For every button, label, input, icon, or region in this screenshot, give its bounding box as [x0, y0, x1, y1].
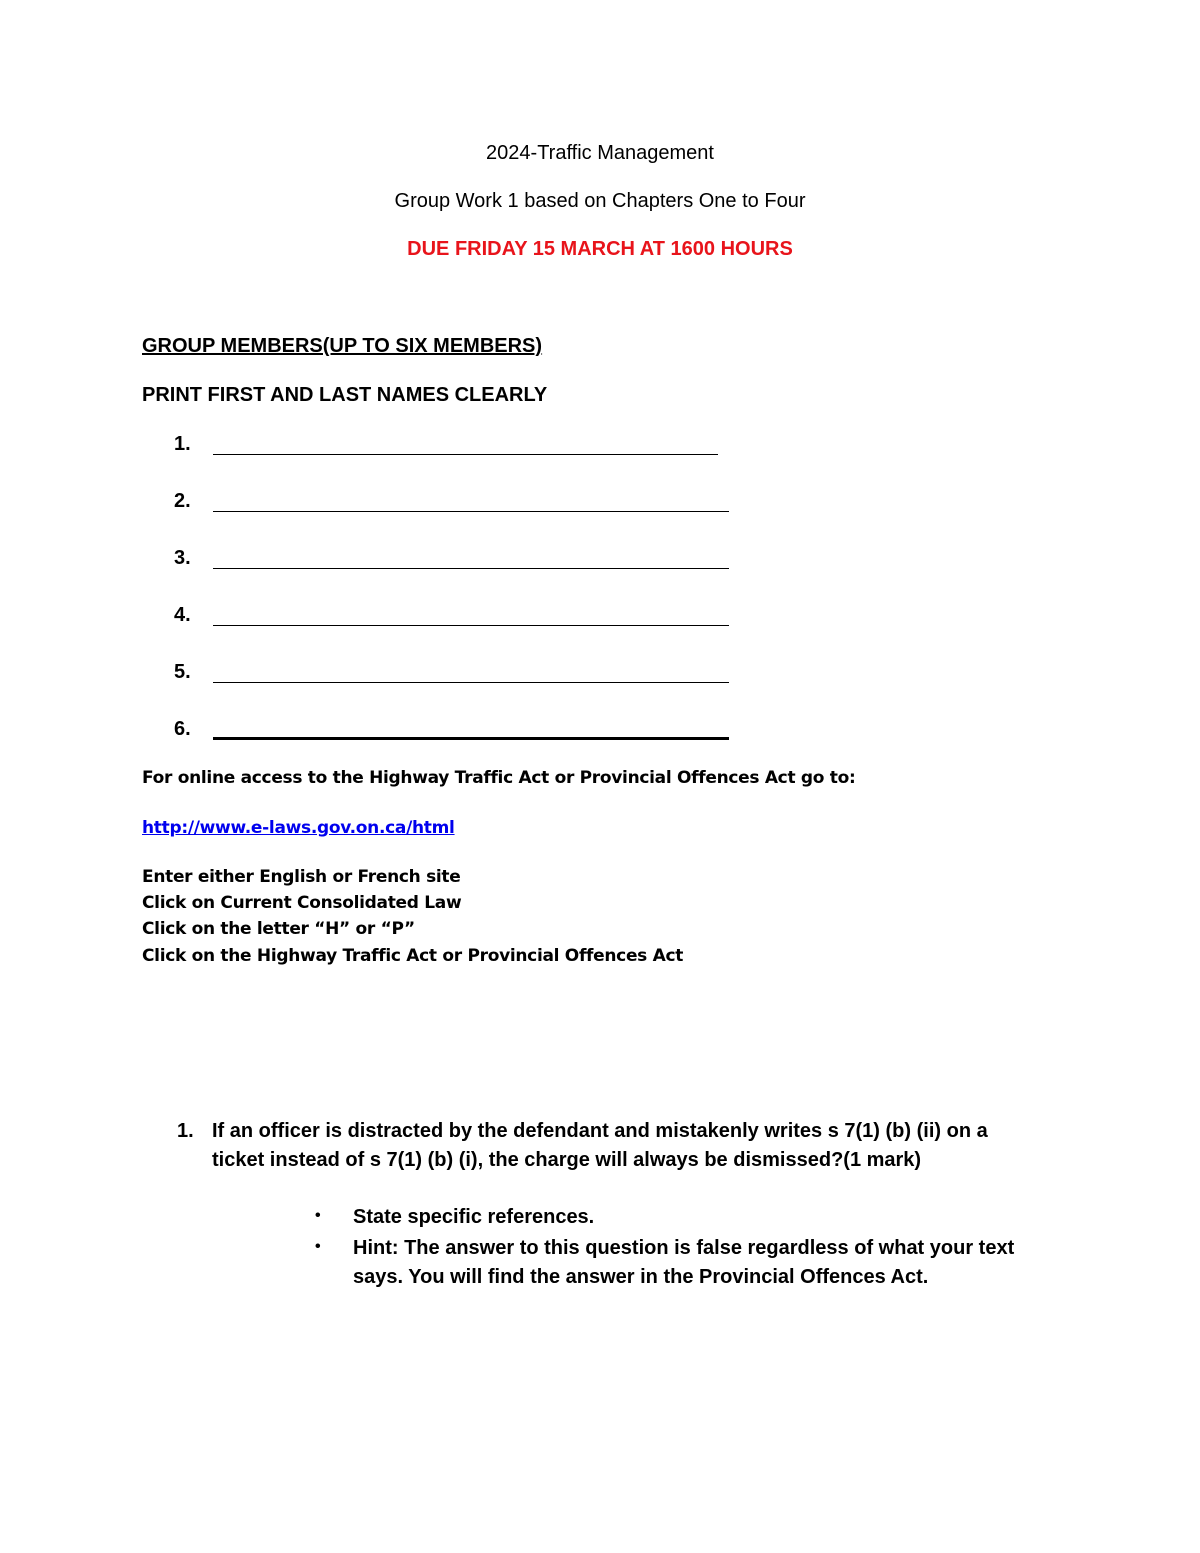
access-step: Click on Current Consolidated Law [142, 893, 462, 913]
member-number: 5. [174, 661, 191, 683]
member-name-line[interactable] [213, 511, 729, 512]
member-name-line[interactable] [213, 682, 729, 683]
access-step: Enter either English or French site [142, 867, 461, 887]
document-subtitle: Group Work 1 based on Chapters One to Four [394, 190, 806, 212]
question-number: 1. [177, 1120, 194, 1142]
member-number: 1. [174, 433, 191, 455]
bullet-icon: • [315, 1238, 321, 1255]
access-step: Click on the Highway Traffic Act or Provincial Offences Act [142, 946, 684, 966]
member-name-line[interactable] [213, 737, 729, 740]
member-number: 4. [174, 604, 191, 626]
access-step: Click on the letter “H” or “P” [142, 919, 415, 939]
member-number: 3. [174, 547, 191, 569]
member-number: 2. [174, 490, 191, 512]
e-laws-link[interactable]: http://www.e-laws.gov.on.ca/html [142, 818, 455, 838]
member-name-line[interactable] [213, 625, 729, 626]
question-text-line: ticket instead of s 7(1) (b) (i), the charge will always be dismissed?(1 mark) [212, 1149, 922, 1171]
bullet-item: State specific references. [353, 1206, 595, 1228]
names-instruction: PRINT FIRST AND LAST NAMES CLEARLY [142, 384, 548, 406]
bullet-item: Hint: The answer to this question is false regardless of what your text says. You will find the answer in the Provincial Offences Act. [353, 1237, 1015, 1288]
question-text-line: If an officer is distracted by the defendant and mistakenly writes s 7(1) (b) (ii) on a [212, 1120, 988, 1142]
online-access-intro: For online access to the Highway Traffic Act or Provincial Offences Act go to: [142, 768, 856, 788]
due-date: DUE FRIDAY 15 MARCH AT 1600 HOURS [407, 238, 793, 260]
bullet-icon: • [315, 1207, 321, 1224]
member-name-line[interactable] [213, 568, 729, 569]
group-members-heading: GROUP MEMBERS(UP TO SIX MEMBERS) [142, 335, 543, 357]
document-title: 2024-Traffic Management [486, 142, 714, 164]
member-name-line[interactable] [213, 454, 718, 455]
member-number: 6. [174, 718, 191, 740]
